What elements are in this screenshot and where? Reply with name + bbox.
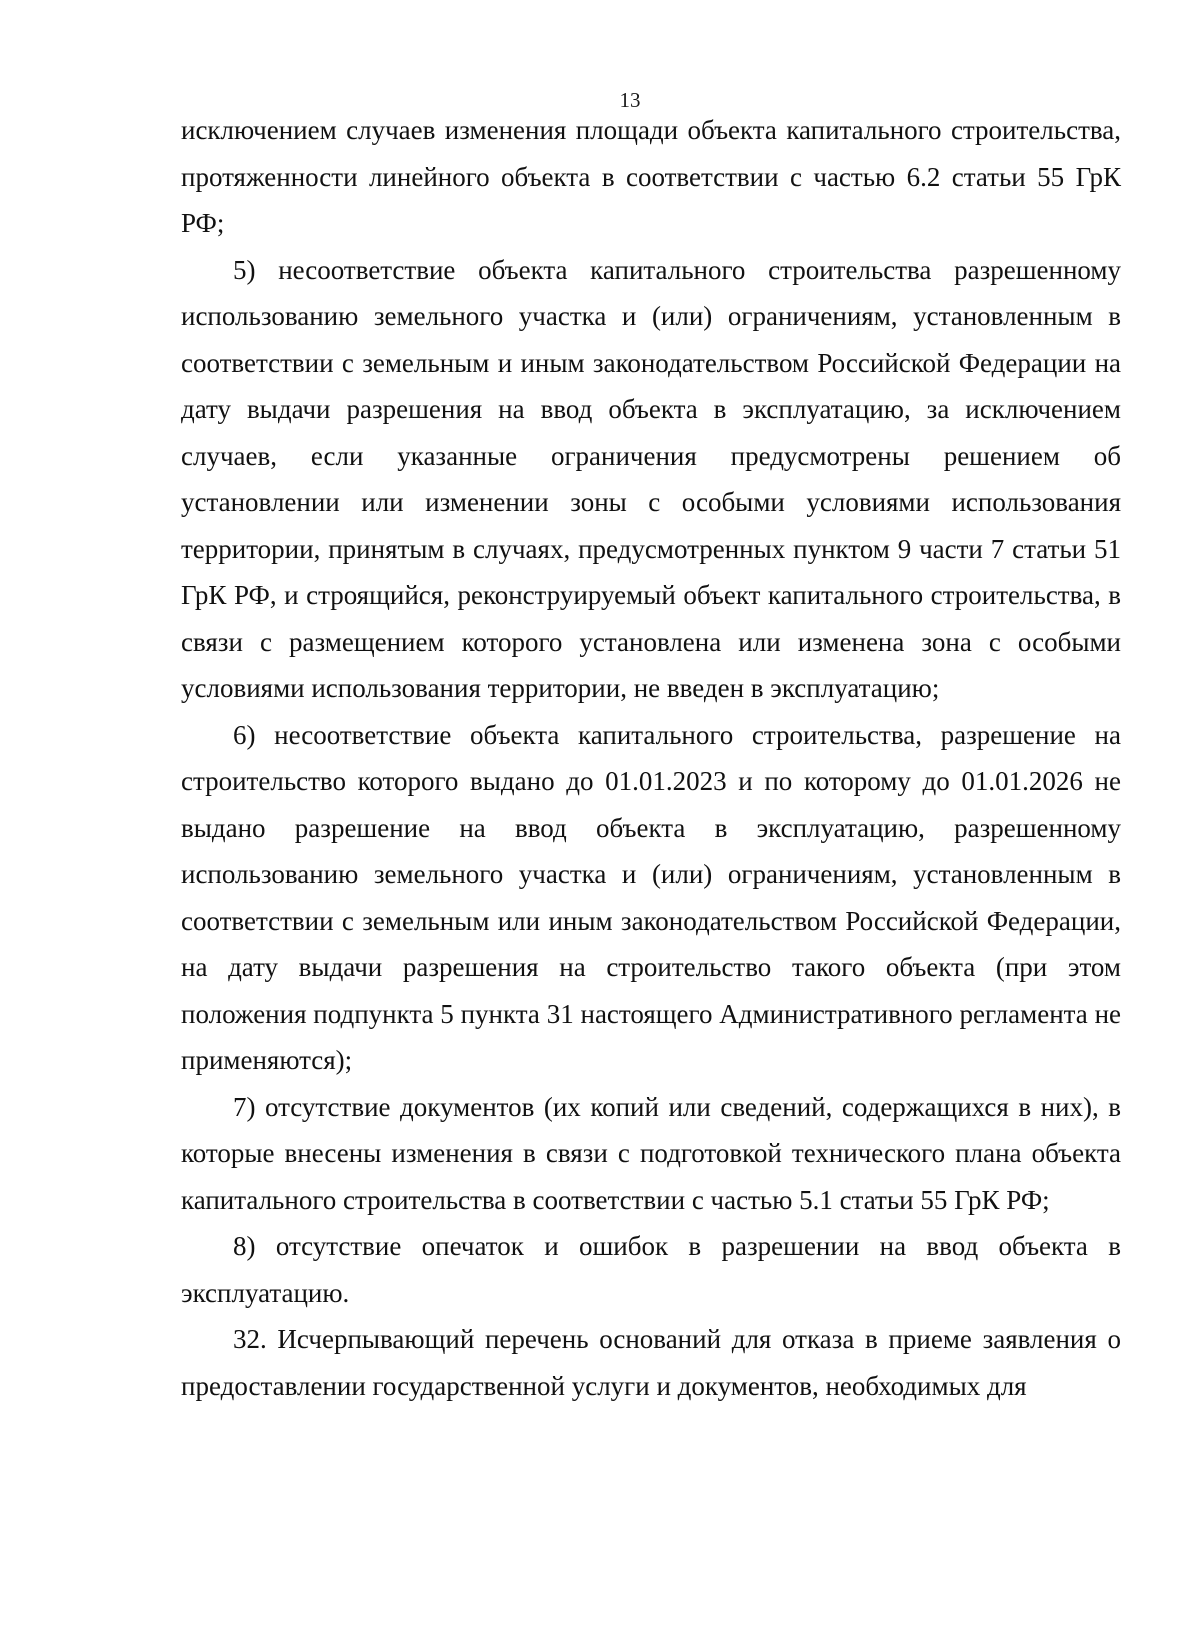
paragraph-item-7: 7) отсутствие документов (их копий или сведений, содержащихся в них), в которые внесены изменения в связи с подготовкой технического плана объекта капитального строительства в соответствии с частью 5.1 статьи 55 ГрК РФ;: [181, 1091, 1121, 1215]
page-number: 13: [619, 88, 641, 112]
paragraph-section-32: 32. Исчерпывающий перечень оснований для отказа в приеме заявления о предоставлении государственной услуги и документов, необходимых для: [181, 1324, 1121, 1401]
document-body: [181, 107, 1121, 1409]
paragraph-item-6: 6) несоответствие объекта капитального строительства, разрешение на строительство которого выдано до 01.01.2023 и по которому до 01.01.2026 не выдано разрешение на ввод объекта в эксплуатацию, разрешенному использованию земельного участка и (или) ограничениям, установленным в соответствии с земельным или иным законодательством Российской Федерации, на дату выдачи разрешения на строительство такого объекта (при этом положения подпункта 5 пункта 31 настоящего Административного регламента не применяются);: [181, 719, 1121, 1075]
paragraph-item-5: 5) несоответствие объекта капитального строительства разрешенному использованию земельного участка и (или) ограничениям, установленным в соответствии с земельным и иным законодательством Российской Федерации на дату выдачи разрешения на ввод объекта в эксплуатацию, за исключением случаев, если указанные ограничения предусмотрены решением об установлении или изменении зоны с особыми условиями использования территории, принятым в случаях, предусмотренных пунктом 9 части 7 статьи 51 ГрК РФ, и строящийся, реконструируемый объект капитального строительства, в связи с размещением которого установлена или изменена зона с особыми условиями использования территории, не введен в эксплуатацию;: [181, 254, 1121, 703]
paragraph-item-8: 8) отсутствие опечаток и ошибок в разрешении на ввод объекта в эксплуатацию.: [181, 1231, 1121, 1308]
paragraph-continuation: исключением случаев изменения площади объекта капитального строительства, протяженности линейного объекта в соответствии с частью 6.2 статьи 55 ГрК РФ;: [181, 115, 1121, 238]
